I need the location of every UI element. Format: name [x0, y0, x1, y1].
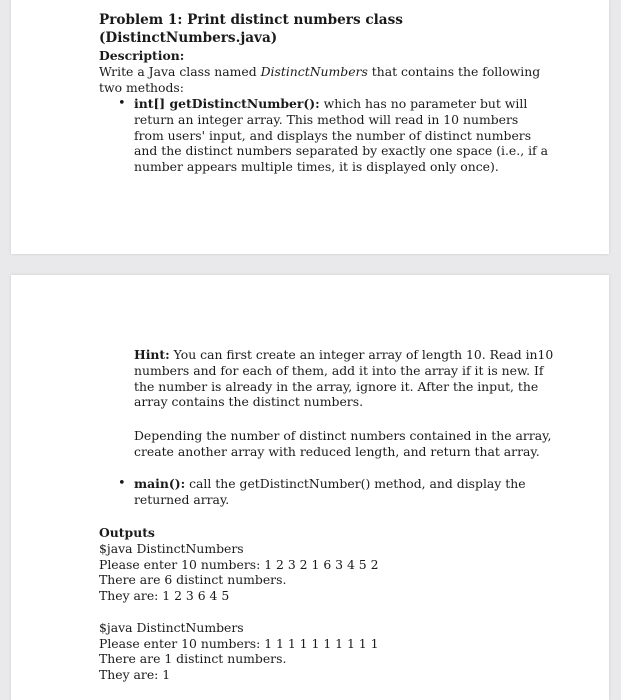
problem-title-line1: Problem 1: Print distinct numbers class	[99, 12, 403, 28]
main-method-line1: main(): call the getDistinctNumber() method, and display the	[134, 476, 526, 491]
hint-paragraph1: numbers and for each of them, add it into the array if it is new. If the number is already in the array, ignore it. After the input, the array contains the distinct numbers.	[134, 363, 544, 409]
class-name: DistinctNumbers	[260, 64, 368, 79]
method1-description: return an integer array. This method will read in 10 numbers from users' input, and displays the number of distinct numbers and the distinct numbers separated by exactly one space (i.e., if a number appears multiple times, it is displayed only once).	[134, 112, 548, 174]
main-method-name: main():	[134, 476, 186, 491]
document-page-2	[11, 275, 609, 700]
outputs-heading: Outputs	[99, 525, 155, 540]
main-method-line2: returned array.	[134, 492, 230, 507]
description-line1: Write a Java class named DistinctNumbers that contains the following	[99, 64, 541, 79]
output-run-2: $java DistinctNumbers Please enter 10 numbers: 1 1 1 1 1 1 1 1 1 1 There are 1 distinct numbers. They are: 1	[99, 620, 379, 682]
description-line2: two methods:	[99, 80, 184, 95]
bullet-icon: •	[118, 476, 126, 491]
problem-title-line2: (DistinctNumbers.java)	[99, 30, 278, 46]
document-page-1	[11, 0, 609, 254]
output-run-1: $java DistinctNumbers Please enter 10 numbers: 1 2 3 2 1 6 3 4 5 2 There are 6 distinct numbers. They are: 1 2 3 6 4 5	[99, 541, 379, 603]
description-heading: Description:	[99, 48, 185, 63]
hint-label: Hint:	[134, 347, 170, 362]
method1-line1: int[] getDistinctNumber(): which has no parameter but will	[134, 96, 528, 111]
bullet-icon: •	[118, 96, 126, 111]
method1-name: int[] getDistinctNumber():	[134, 96, 320, 111]
hint-paragraph2: Depending the number of distinct numbers contained in the array, create another array with reduced length, and return that array.	[134, 428, 552, 459]
hint-line1: Hint: You can first create an integer array of length 10. Read in10	[134, 347, 554, 362]
